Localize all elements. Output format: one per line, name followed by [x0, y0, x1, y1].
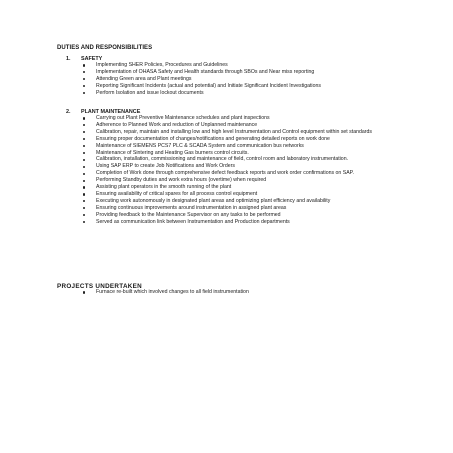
list-item	[81, 136, 395, 143]
section-label: PLANT MAINTENANCE	[81, 109, 141, 115]
bullet-icon	[83, 186, 85, 188]
bullet-icon	[83, 64, 85, 66]
list-item	[81, 90, 395, 97]
list-item	[81, 129, 395, 136]
list-item-text: Served as communication link between Instrumentation and Production departments	[96, 218, 290, 225]
list-item-text: Executing work autonomously in designated plant areas and optimizing plant efficiency and availability	[96, 197, 331, 204]
list-item-text: Completion of Work done through comprehensive defect feedback reports and work order confirmations on SAP.	[96, 170, 354, 177]
bullet-icon	[83, 200, 85, 202]
list-item-text: Calibration, installation, commissioning and maintenance of field, control room and laboratory instrumentation.	[96, 156, 349, 163]
bullet-icon	[83, 124, 85, 126]
list-item	[81, 62, 395, 69]
duties-heading: DUTIES AND RESPONSIBILITIES	[57, 45, 153, 51]
list-item	[81, 219, 395, 226]
section-number: 2.	[66, 109, 71, 115]
bullet-icon	[83, 131, 85, 133]
list-item-text: Attending Green area and Plant meetings	[96, 75, 192, 82]
section-label: SAFETY	[81, 56, 103, 62]
list-item	[81, 177, 395, 184]
bullet-icon	[83, 138, 85, 140]
list-item-text: Maintenance of SIEMENS PCS7 PLC & SCADA System and communication bus networks	[96, 142, 304, 149]
bullet-icon	[83, 145, 85, 147]
list-item	[81, 76, 395, 83]
list-item	[81, 184, 395, 191]
list-item	[81, 69, 395, 76]
list-item-text: Maintenance of Sintering and Heating Gas burners control circuits.	[96, 149, 249, 156]
bullet-icon	[83, 85, 85, 87]
bullet-icon	[83, 117, 85, 119]
bullet-icon	[83, 92, 85, 94]
list-item-text: Providing feedback to the Maintenance Supervisor on any tasks to be performed	[96, 211, 281, 218]
list-item-text: Ensuring availability of critical spares for all process control equipment	[96, 190, 258, 197]
list-item	[81, 198, 395, 205]
list-item-text: Reporting Significant Incidents (actual and potential) and Initiate Significant Incident Investigations	[96, 82, 321, 89]
list-item-text: Implementing SHER Policies, Procedures and Guidelines	[96, 62, 228, 68]
bullet-icon	[83, 159, 85, 161]
list-item-text: Perform Isolation and issue lockout documents	[96, 89, 204, 96]
list-item	[81, 156, 395, 163]
list-item-text: Ensuring proper documentation of changes/notifications and generating detailed reports on work done	[96, 135, 330, 142]
list-item-text: Performing Standby duties and work extra hours (overtime) when required	[96, 177, 267, 184]
list-item	[81, 289, 395, 296]
list-item	[81, 191, 395, 198]
list-item-text: Adherence to Planned Work and reduction of Unplanned maintenance	[96, 121, 258, 128]
bullet-icon	[83, 207, 85, 209]
bullet-icon	[83, 152, 85, 154]
list-item	[81, 83, 395, 90]
list-item	[81, 163, 395, 170]
bullet-icon	[83, 173, 85, 175]
list-item-text: Carrying out Plant Preventive Maintenance schedules and plant inspections	[96, 115, 270, 121]
bullet-icon	[83, 166, 85, 168]
bullet-icon	[83, 71, 85, 73]
list-item	[81, 115, 395, 122]
list-item-text: Assisting plant operators in the smooth running of the plant	[96, 184, 232, 191]
projects-heading: PROJECTS UNDERTAKEN	[57, 283, 143, 290]
section-number: 1.	[66, 56, 71, 62]
list-item-text: Ensuring continuous improvements around instrumentation in assigned plant areas	[96, 204, 287, 211]
projects-list	[81, 289, 395, 296]
list-item	[81, 150, 395, 157]
list-item	[81, 143, 395, 150]
list-item-text: Using SAP ERP to create Job Notifications and Work Orders	[96, 163, 235, 170]
bullet-icon	[83, 78, 85, 80]
bullet-icon	[83, 180, 85, 182]
list-item	[81, 122, 395, 129]
list-item-text: Implementation of OHASA Safety and Health standards through SBOs and Near miss reporting	[96, 68, 315, 75]
list-item-text: Furnace re-built which involved changes to all field instrumentation	[96, 289, 249, 295]
plant-maintenance-list	[81, 115, 395, 226]
list-item-text: Calibration, repair, maintain and installing low and high level Instrumentation and Control equipment within set standards	[96, 128, 372, 135]
bullet-icon	[83, 291, 85, 293]
bullet-icon	[83, 193, 85, 195]
bullet-icon	[83, 221, 85, 223]
list-item	[81, 212, 395, 219]
list-item	[81, 170, 395, 177]
list-item	[81, 205, 395, 212]
bullet-icon	[83, 214, 85, 216]
safety-list	[81, 62, 395, 97]
